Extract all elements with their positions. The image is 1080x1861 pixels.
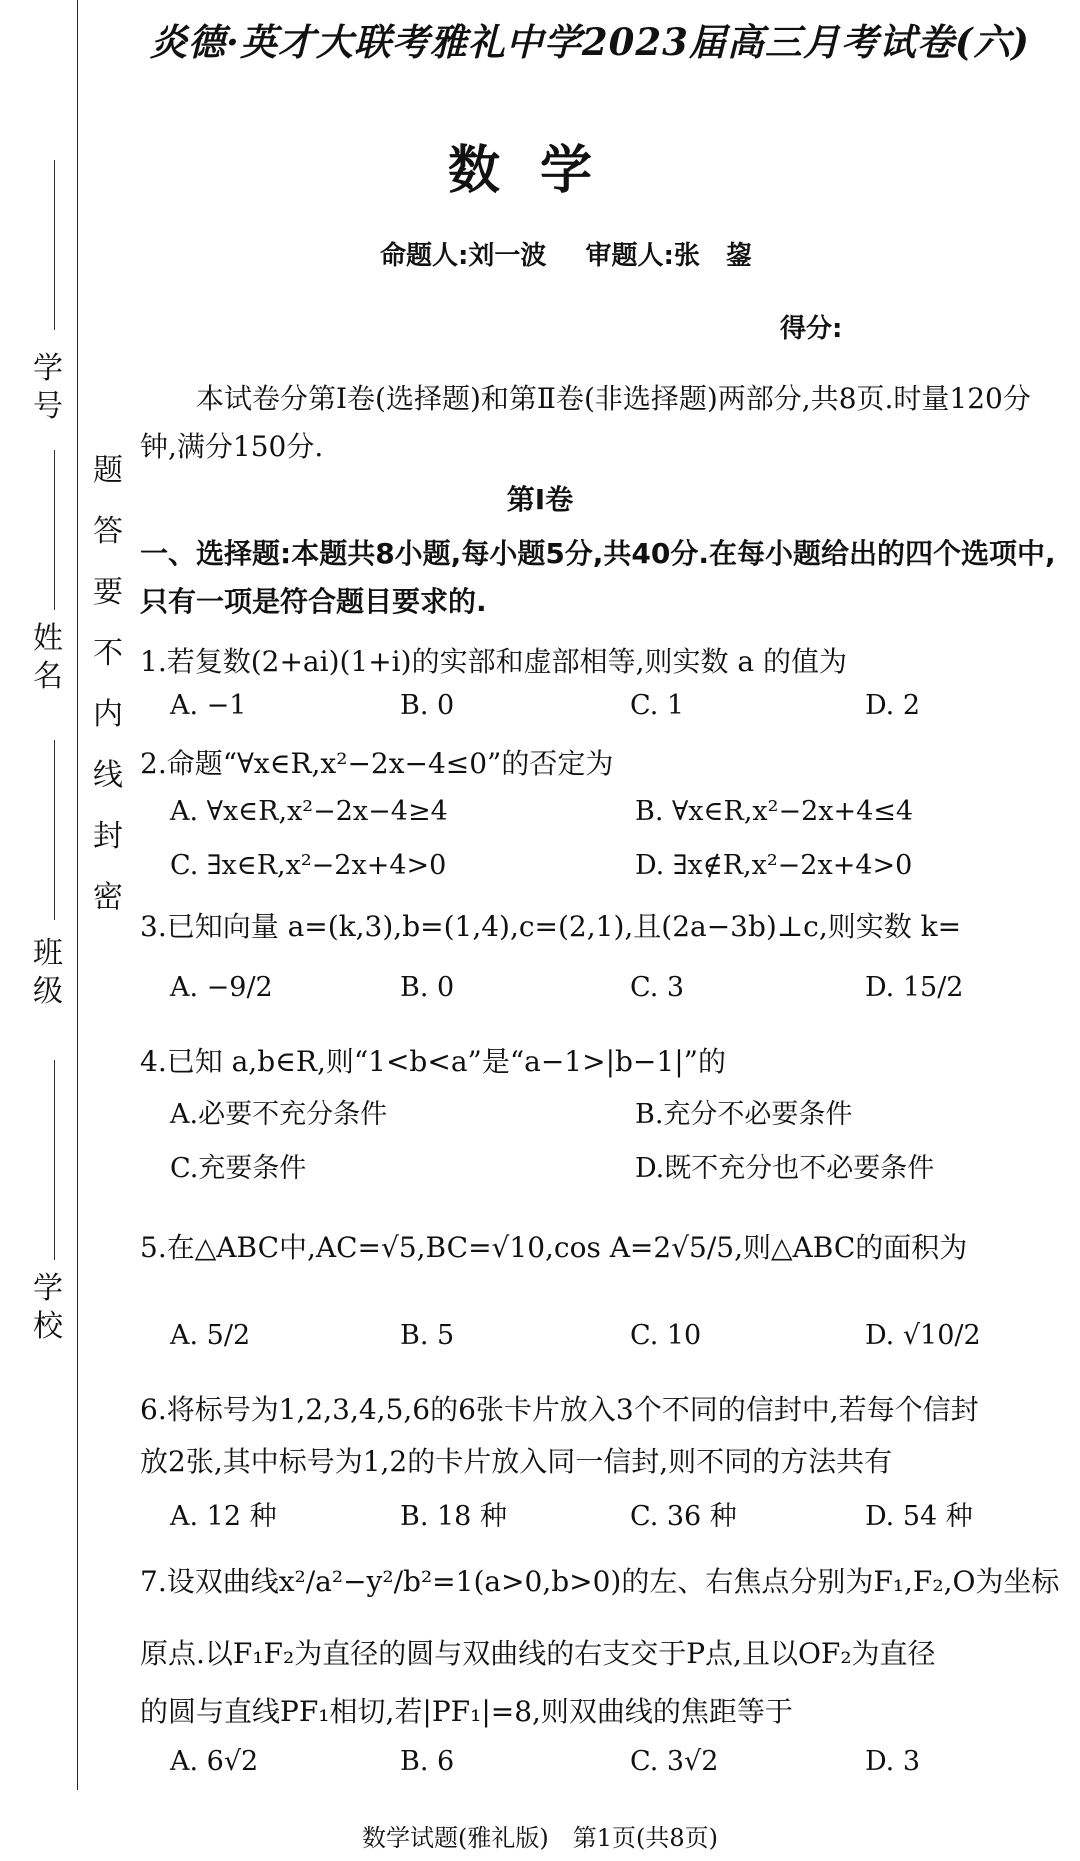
seal-char: 内 (93, 697, 123, 732)
authors-line (380, 235, 782, 272)
option-c: C. 3 (630, 972, 685, 1003)
option-b: B. 18 种 (400, 1501, 507, 1532)
question-7-line3: 的圆与直线PF₁相切,若|PF₁|=8,则双曲线的焦距等于 (140, 1695, 793, 1728)
question-2-options-row1 (170, 796, 1060, 840)
question-setter: 命题人:刘一波 (380, 241, 547, 271)
seal-char: 封 (93, 819, 123, 854)
question-4: 4.已知 a,b∈R,则“1<b<a”是“a−1>|b−1|”的 (140, 1045, 726, 1078)
name-blank (54, 450, 55, 610)
option-b: B. 5 (400, 1320, 455, 1351)
question-6-line2: 放2张,其中标号为1,2的卡片放入同一信封,则不同的方法共有 (140, 1445, 893, 1478)
score-label: 得分: (780, 314, 843, 344)
option-c: C. ∃x∈R,x²−2x+4>0 (170, 850, 447, 881)
option-b: B. 6 (400, 1746, 455, 1777)
seal-char: 密 (93, 880, 123, 915)
question-reviewer: 审题人:张 鋆 (585, 241, 752, 271)
option-a: A. 5/2 (170, 1320, 251, 1351)
option-a: A. 12 种 (170, 1501, 277, 1532)
option-c: C. 36 种 (630, 1501, 737, 1532)
question-5: 5.在△ABC中,AC=√5,BC=√10,cos A=2√5/5,则△ABC的面积为 (140, 1231, 968, 1264)
option-d: D. 2 (865, 690, 921, 721)
page-footer: 数学试题(雅礼版) 第1页(共8页) (362, 1824, 718, 1852)
option-a: A.必要不充分条件 (170, 1099, 388, 1130)
option-b: B. 0 (400, 690, 455, 721)
option-b: B. 0 (400, 972, 455, 1003)
exam-title: 炎德·英才大联考雅礼中学2023届高三月考试卷(六) (150, 20, 1030, 64)
option-d: D. √10/2 (865, 1320, 981, 1351)
exam-instructions: 本试卷分第Ⅰ卷(选择题)和第Ⅱ卷(非选择题)两部分,共8页.时量120分钟,满分150分. (140, 382, 1031, 463)
option-c: C. 3√2 (630, 1746, 719, 1777)
subject-title: 数学 (447, 141, 632, 201)
class-blank (54, 740, 55, 920)
name-label: 姓 名 (33, 621, 63, 694)
question-1-options (170, 690, 1060, 734)
question-6-line1: 6.将标号为1,2,3,4,5,6的6张卡片放入3个不同的信封中,若每个信封 (140, 1393, 979, 1426)
question-6-options (170, 1494, 1060, 1538)
student-id-label: 学 号 (33, 351, 63, 424)
option-d: D. 15/2 (865, 972, 964, 1003)
option-a: A. −9/2 (170, 972, 273, 1003)
option-b: B. ∀x∈R,x²−2x+4≤4 (635, 796, 914, 827)
question-1: 1.若复数(2+ai)(1+i)的实部和虚部相等,则实数 a 的值为 (140, 645, 847, 678)
question-4-options-row1 (170, 1092, 1060, 1136)
option-a: A. −1 (170, 690, 247, 721)
question-3-options (170, 972, 1060, 1016)
class-label: 班 级 (33, 936, 63, 1009)
option-a: A. ∀x∈R,x²−2x−4≥4 (170, 796, 448, 827)
option-c: C.充要条件 (170, 1153, 307, 1184)
part-one-heading: 一、选择题:本题共8小题,每小题5分,共40分.在每小题给出的四个选项中,只有一项是符合题目要求的. (140, 537, 1056, 618)
question-4-options-row2 (170, 1146, 1060, 1190)
option-c: C. 10 (630, 1320, 702, 1351)
question-7-options (170, 1746, 1060, 1790)
binding-line (77, 0, 78, 1790)
option-a: A. 6√2 (170, 1746, 259, 1777)
seal-char: 答 (93, 514, 123, 549)
question-7-line2: 原点.以F₁F₂为直径的圆与双曲线的右支交于P点,且以OF₂为直径 (140, 1637, 936, 1670)
option-d: D. ∃x∉R,x²−2x+4>0 (635, 850, 913, 881)
question-7-line1: 7.设双曲线x²/a²−y²/b²=1(a>0,b>0)的左、右焦点分别为F₁,F₂,O为坐标 (140, 1565, 1060, 1598)
option-c: C. 1 (630, 690, 685, 721)
option-b: B.充分不必要条件 (635, 1099, 853, 1130)
seal-char: 线 (93, 758, 123, 793)
option-d: D.既不充分也不必要条件 (635, 1153, 935, 1184)
question-2-options-row2 (170, 850, 1060, 894)
question-2: 2.命题“∀x∈R,x²−2x−4≤0”的否定为 (140, 747, 614, 780)
question-3: 3.已知向量 a=(k,3),b=(1,4),c=(2,1),且(2a−3b)⊥c,则实数 k= (140, 910, 962, 943)
section-title: 第Ⅰ卷 (506, 483, 574, 516)
school-blank (54, 1060, 55, 1260)
option-d: D. 54 种 (865, 1501, 973, 1532)
seal-char: 不 (93, 636, 123, 671)
school-label: 学 校 (33, 1271, 63, 1344)
seal-char: 要 (93, 575, 123, 610)
option-d: D. 3 (865, 1746, 921, 1777)
question-5-options (170, 1320, 1060, 1364)
seal-char: 题 (93, 453, 123, 488)
